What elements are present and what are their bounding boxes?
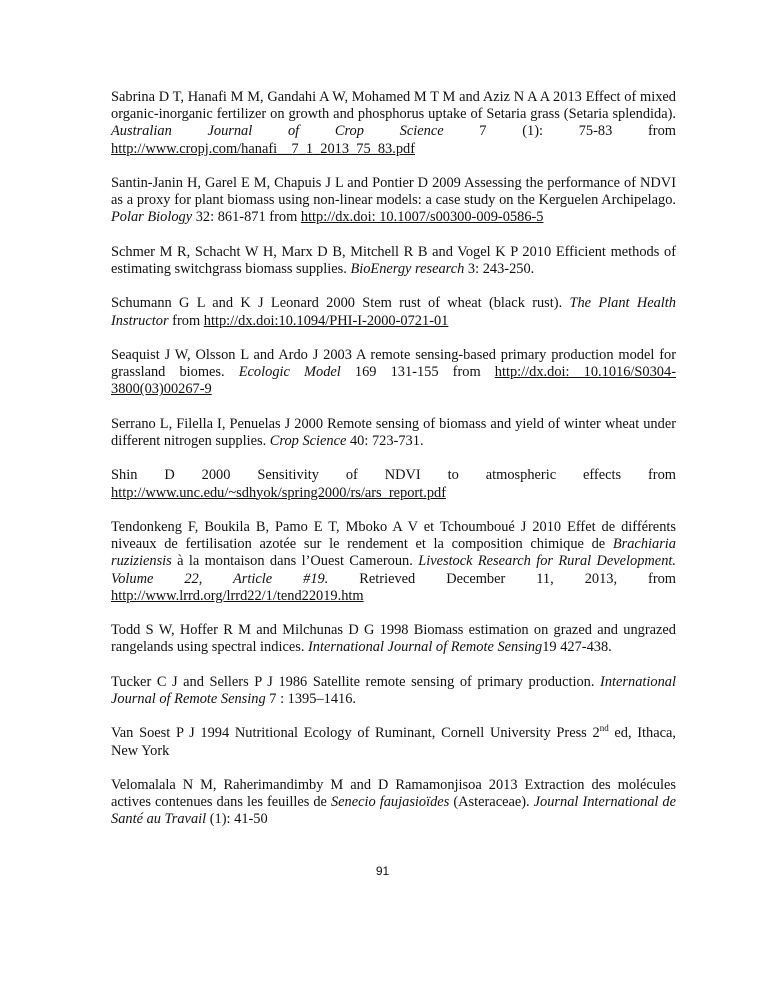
reference-entry — [111, 295, 676, 329]
ref-tail: 3: 243-250. — [464, 261, 535, 277]
ref-text: Sabrina D T, Hanafi M M, Gandahi A W, Mohamed M T M and Aziz N A A 2013 Effect of mixed organic-inorganic fertilizer on growth and phosphorus uptake of Setaria grass (Setaria splendida). — [111, 89, 676, 123]
ref-journal: International Journal of Remote Sensing — [308, 639, 543, 656]
ref-text: Velomalala N M, Raherimandimby M and D Ramamonjisoa 2013 Extraction des molécules actives contenues dans les feuilles de — [111, 776, 676, 811]
ref-species: Senecio faujasioïdes — [330, 794, 450, 811]
ref-text: Schmer M R, Schacht W H, Marx D B, Mitchell R B and Vogel K P 2010 Efficient methods of estimating switchgrass biomass supplies. — [111, 243, 676, 277]
ref-tail: 19 427-438. — [542, 639, 612, 656]
page-number: 91 — [375, 864, 390, 878]
ref-text: Schumann G L and K J Leonard 2000 Stem rust of wheat (black rust). — [111, 295, 570, 312]
reference-entry — [111, 674, 676, 708]
ref-text: Santin-Janin H, Garel E M, Chapuis J L and Pontier D 2009 Assessing the performance of NDVI as a proxy for plant biomass using non-linear models: a case study on the Kerguelen Archipelago. — [111, 175, 676, 209]
ref-tail: (1): 41-50 — [206, 811, 268, 828]
ref-text: Todd S W, Hoffer R M and Milchunas D G 1998 Biomass estimation on grazed and ungrazed rangelands using spectral indices. — [111, 622, 676, 656]
reference-entry — [111, 725, 676, 759]
ref-superscript: nd — [599, 723, 609, 734]
ref-tail: 169 131-155 from — [340, 364, 495, 381]
ref-journal: International Journal of Remote Sensing — [111, 673, 676, 707]
ref-journal: BioEnergy research — [350, 261, 465, 277]
ref-journal: Journal International de Santé au Travail — [111, 794, 677, 828]
reference-entry — [111, 89, 676, 158]
ref-tail: 7 : 1395–1416. — [265, 690, 357, 707]
ref-species: Brachiaria ruziziensis — [111, 536, 676, 570]
reference-entry — [111, 347, 676, 399]
ref-tail: ed, Ithaca, New York — [111, 725, 676, 759]
ref-tail: 40: 723-731. — [346, 432, 424, 449]
ref-link[interactable]: http://www.lrrd.org/lrrd22/1/tend22019.htm — [111, 587, 364, 604]
ref-text: Tucker C J and Sellers P J 1986 Satellite remote sensing of primary production. — [111, 673, 601, 690]
reference-entry — [111, 467, 676, 501]
reference-entry — [111, 175, 676, 227]
ref-journal: Polar Biology — [111, 209, 193, 226]
ref-journal: The Plant Health Instructor — [111, 295, 676, 329]
ref-mid: (Asteraceae). — [449, 794, 534, 811]
ref-journal: Ecologic Model — [238, 364, 341, 381]
ref-link[interactable]: http://dx.doi: 10.1007/s00300-009-0586-5 — [300, 209, 544, 226]
ref-journal: Australian Journal of Crop Science — [111, 123, 444, 140]
ref-text: Van Soest P J 1994 Nutritional Ecology of Ruminant, Cornell University Press 2 — [111, 725, 600, 742]
ref-text: Seaquist J W, Olsson L and Ardo J 2003 A remote sensing-based primary production model for grassland biomes. — [111, 346, 676, 381]
reference-entry — [111, 519, 676, 605]
ref-text: Shin D 2000 Sensitivity of NDVI to atmospheric effects from — [111, 467, 676, 484]
reference-entry — [111, 777, 676, 829]
ref-tail: 7 (1): 75-83 from — [443, 123, 676, 140]
ref-link[interactable]: http://www.unc.edu/~sdhyok/spring2000/rs/ars_report.pdf — [111, 484, 446, 501]
reference-entry — [111, 622, 676, 656]
ref-link[interactable]: http://www.cropj.com/hanafi__7_1_2013_75_83.pdf — [111, 140, 416, 157]
ref-link[interactable]: http://dx.doi:10.1094/PHI-I-2000-0721-01 — [203, 312, 449, 329]
ref-tail: 32: 861-871 from — [192, 209, 301, 226]
ref-tail: from — [168, 312, 204, 329]
ref-journal: Crop Science — [269, 432, 347, 449]
ref-mid: à la montaison dans l’Ouest Cameroun. — [171, 553, 419, 570]
ref-tail: Retrieved December 11, 2013, from — [328, 570, 677, 587]
ref-text: Tendonkeng F, Boukila B, Pamo E T, Mboko A V et Tchoumboué J 2010 Effet de différents niveaux de fertilisation azotée sur le rendement et la composition chimique de — [111, 518, 676, 553]
reference-entry — [111, 416, 676, 450]
ref-link[interactable]: http://dx.doi: 10.1016/S0304-3800(03)00267-9 — [111, 364, 676, 398]
reference-list — [111, 89, 676, 846]
ref-journal: Livestock Research for Rural Development. Volume 22, Article #19. — [111, 553, 676, 587]
ref-text: Serrano L, Filella I, Penuelas J 2000 Remote sensing of biomass and yield of winter wheat under different nitrogen supplies. — [111, 415, 676, 449]
reference-entry — [111, 244, 676, 278]
